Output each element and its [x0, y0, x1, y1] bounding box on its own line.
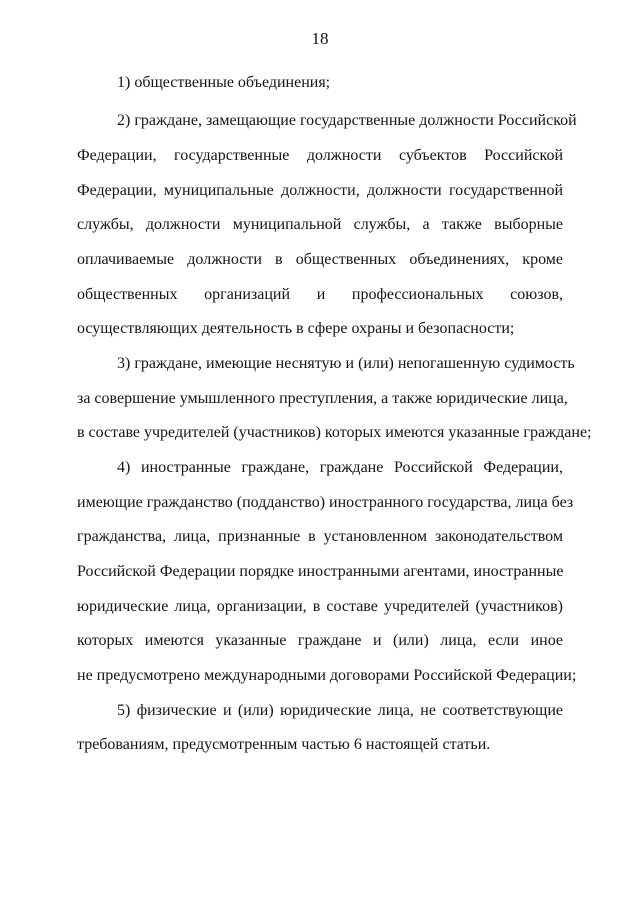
- page-number: 18: [311, 29, 329, 48]
- list-item-1-line: 1) общественные объединения;: [117, 74, 331, 91]
- list-item-3-line: в составе учредителей (участников) которых имеются указанные граждане;: [77, 424, 592, 441]
- list-item-2-line: 2) граждане, замещающие государственные должности Российской: [117, 112, 577, 129]
- list-item-3-line: за совершение умышленного преступления, а также юридические лица,: [77, 390, 568, 407]
- list-item-3-line: 3) граждане, имеющие неснятую и (или) непогашенную судимость: [117, 355, 575, 372]
- list-item-4-line: 4) иностранные граждане, граждане Российской Федерации,: [117, 459, 563, 476]
- list-item-2-line: службы, должности муниципальной службы, а также выборные: [77, 216, 563, 233]
- list-item-4-line: юридические лица, организации, в составе учредителей (участников): [77, 598, 563, 615]
- list-item-2-line: Федерации, муниципальные должности, должности государственной: [77, 182, 563, 199]
- list-item-2-line: Федерации, государственные должности субъектов Российской: [77, 147, 563, 164]
- list-item-4-line: не предусмотрено международными договорами Российской Федерации;: [77, 667, 577, 684]
- list-item-4-line: Российской Федерации порядке иностранными агентами, иностранные: [77, 563, 564, 580]
- list-item-2-line: оплачиваемые должности в общественных объединениях, кроме: [77, 251, 563, 268]
- list-item-4-line: гражданства, лица, признанные в установленном законодательством: [77, 528, 563, 545]
- list-item-5-line: требованиям, предусмотренным частью 6 настоящей статьи.: [77, 736, 491, 753]
- list-item-4-line: имеющие гражданство (подданство) иностранного государства, лица без: [77, 494, 574, 511]
- list-item-2-line: осуществляющих деятельность в сфере охраны и безопасности;: [77, 320, 515, 337]
- list-item-5-line: 5) физические и (или) юридические лица, не соответствующие: [117, 702, 563, 719]
- list-item-4-line: которых имеются указанные граждане и (или) лица, если иное: [77, 632, 563, 649]
- list-item-2-line: общественных организаций и профессиональных союзов,: [77, 286, 563, 303]
